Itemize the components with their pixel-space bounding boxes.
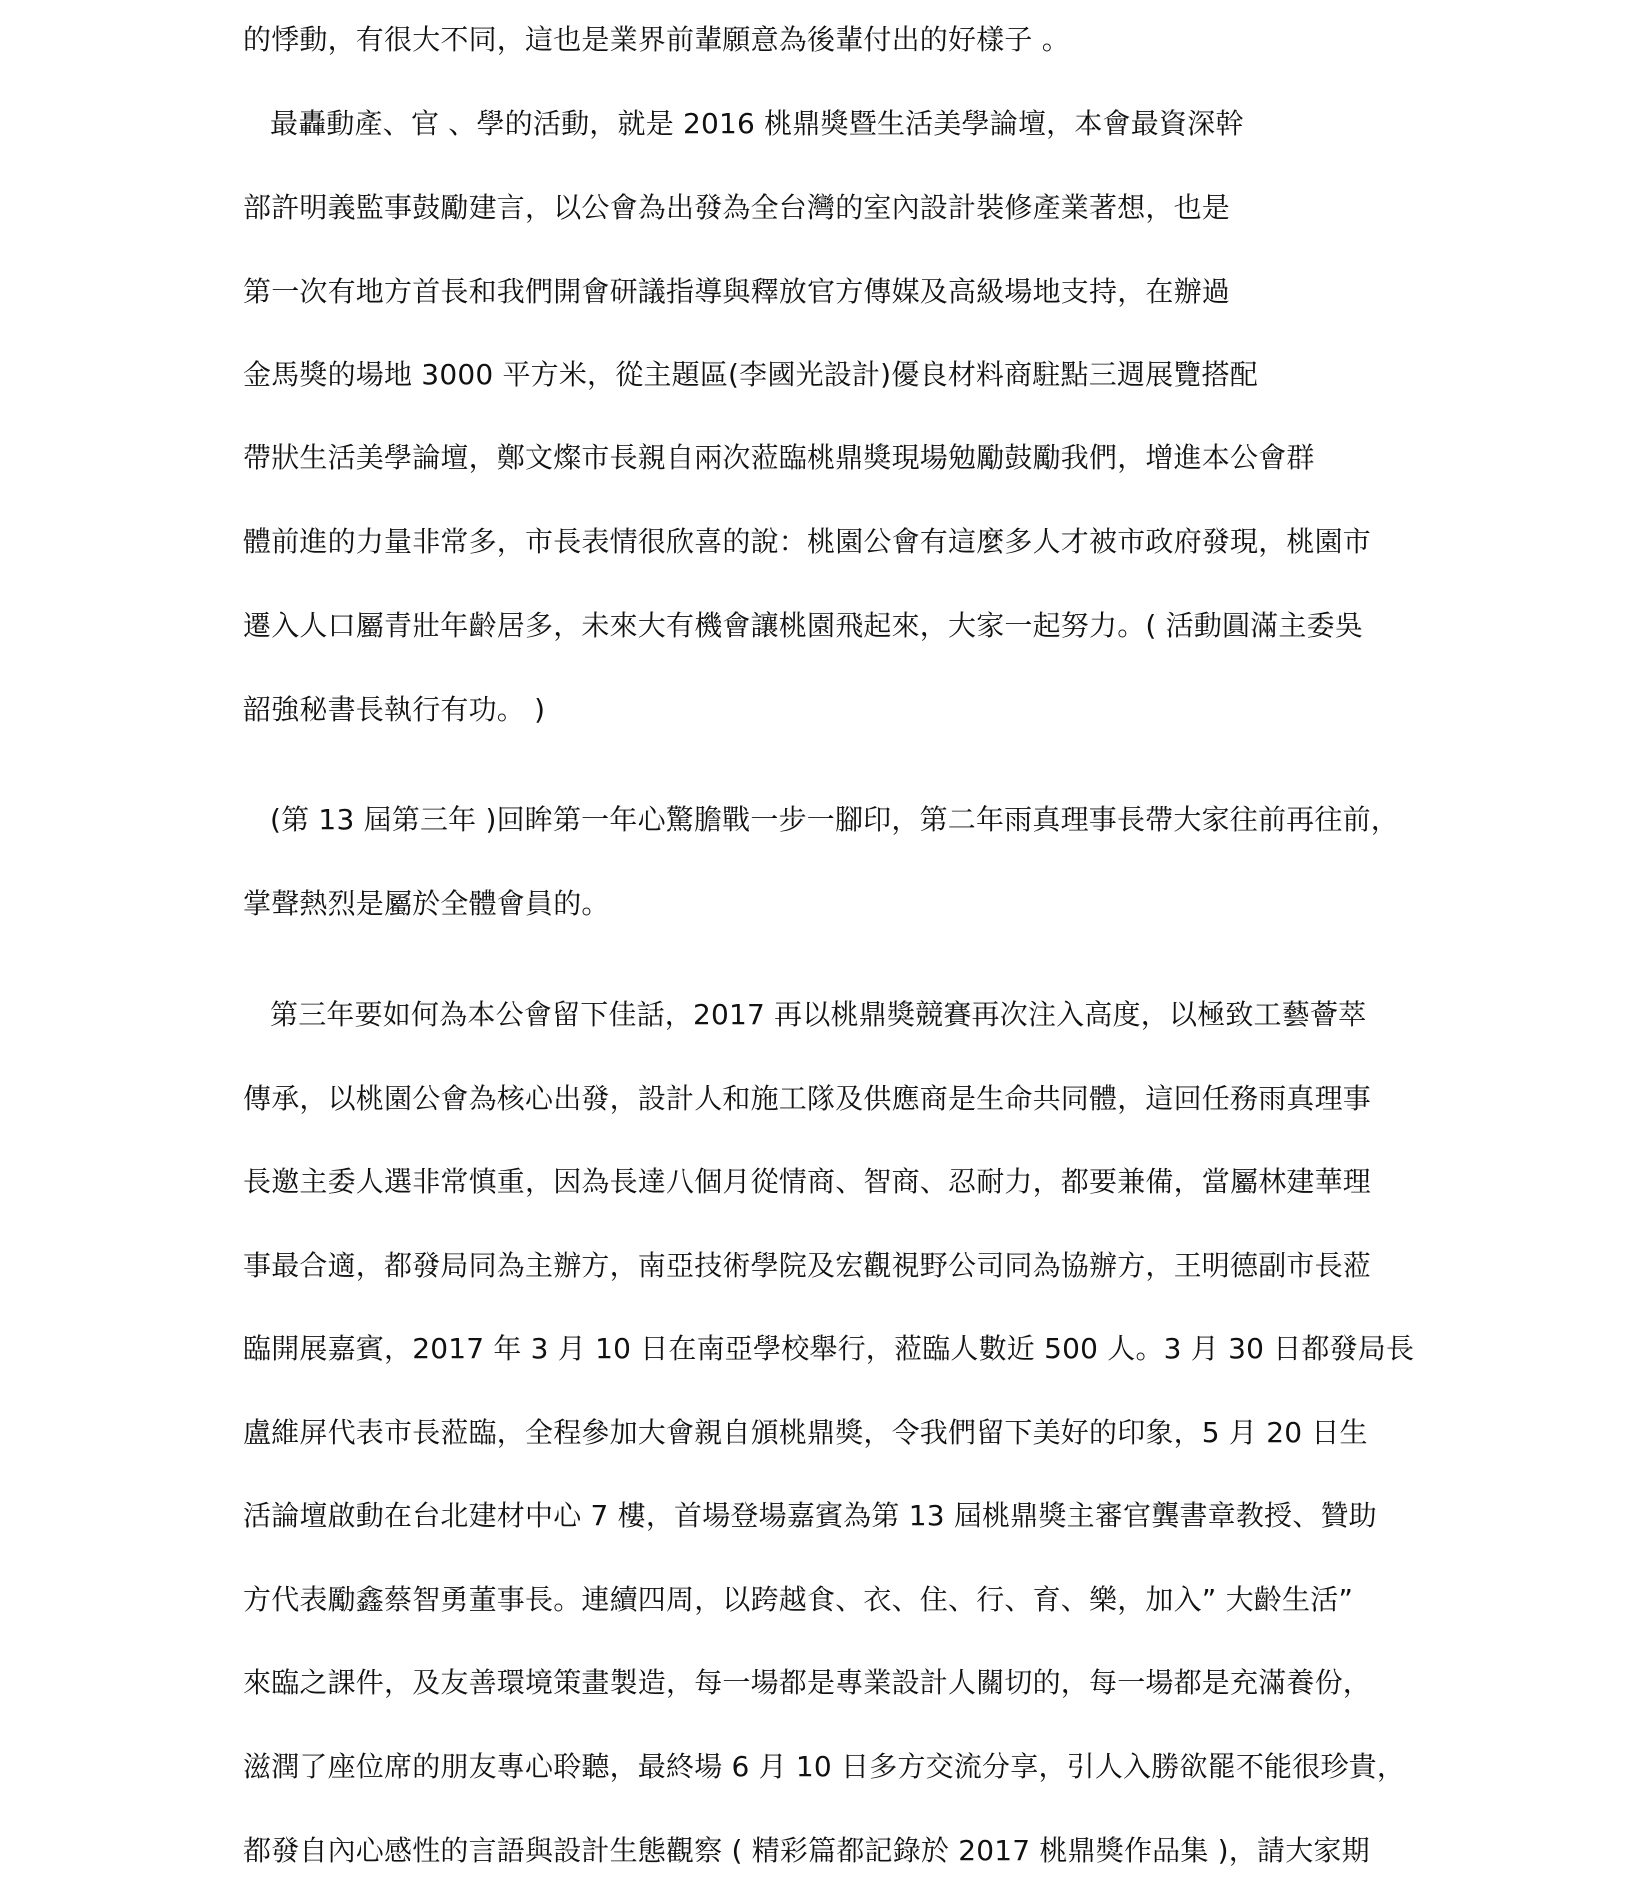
- text-line: 最轟動產、官 、學的活動，就是 2016 桃鼎獎暨生活美學論壇，本會最資深幹: [270, 107, 1244, 140]
- text-line: 滋潤了座位席的朋友專心聆聽，最終場 6 月 10 日多方交流分享，引人入勝欲罷不能很珍貴，: [243, 1750, 1406, 1783]
- text-line: 都發自內心感性的言語與設計生態觀察 ( 精彩篇都記錄於 2017 桃鼎獎作品集 )，請大家期: [243, 1834, 1370, 1867]
- text-line: 的悸動，有很大不同，這也是業界前輩願意為後輩付出的好樣子 。: [243, 23, 1070, 56]
- text-line: 方代表勵鑫蔡智勇董事長。連續四周，以跨越食、衣、住、行、育、樂，加入” 大齡生活”: [243, 1583, 1354, 1616]
- text-line: 傳承，以桃園公會為核心出發，設計人和施工隊及供應商是生命共同體，這回任務雨真理事: [243, 1082, 1372, 1115]
- text-line: 帶狀生活美學論壇，鄭文燦市長親自兩次蒞臨桃鼎獎現場勉勵鼓勵我們，增進本公會群: [243, 441, 1315, 474]
- text-line: 來臨之課件，及友善環境策畫製造，每一場都是專業設計人關切的，每一場都是充滿養份，: [243, 1666, 1372, 1699]
- text-line: (第 13 屆第三年 )回眸第一年心驚膽戰一步一腳印，第二年雨真理事長帶大家往前再往前，: [270, 803, 1399, 836]
- text-line: 長邀主委人選非常慎重，因為長達八個月從情商、智商、忍耐力，都要兼備，當屬林建華理: [243, 1165, 1372, 1198]
- text-line: 部許明義監事鼓勵建言，以公會為出發為全台灣的室內設計裝修產業著想，也是: [243, 191, 1231, 224]
- text-line: 遷入人口屬青壯年齡居多，未來大有機會讓桃園飛起來，大家一起努力。( 活動圓滿主委吳: [243, 609, 1364, 642]
- text-line: 韶強秘書長執行有功。 ): [243, 693, 546, 726]
- text-line: 掌聲熱烈是屬於全體會員的。: [243, 887, 610, 920]
- text-line: 金馬獎的場地 3000 平方米，從主題區(李國光設計)優良材料商駐點三週展覽搭配: [243, 358, 1258, 391]
- text-line: 盧維屏代表市長蒞臨，全程參加大會親自頒桃鼎獎，令我們留下美好的印象，5 月 20 日生: [243, 1416, 1368, 1449]
- text-line: 體前進的力量非常多，市長表情很欣喜的說：桃園公會有這麼多人才被市政府發現，桃園市: [243, 525, 1372, 558]
- text-line: 第一次有地方首長和我們開會研議指導與釋放官方傳媒及高級場地支持，在辦過: [243, 275, 1231, 308]
- text-line: 臨開展嘉賓，2017 年 3 月 10 日在南亞學校舉行，蒞臨人數近 500 人。3 月 30 日都發局長: [243, 1332, 1415, 1365]
- text-line: 事最合適，都發局同為主辦方，南亞技術學院及宏觀視野公司同為協辦方，王明德副市長蒞: [243, 1249, 1372, 1282]
- text-line: 活論壇啟動在台北建材中心 7 樓，首場登場嘉賓為第 13 屆桃鼎獎主審官龔書章教授、贊助: [243, 1499, 1377, 1532]
- text-line: 第三年要如何為本公會留下佳話，2017 再以桃鼎獎競賽再次注入高度，以極致工藝薈萃: [270, 998, 1367, 1031]
